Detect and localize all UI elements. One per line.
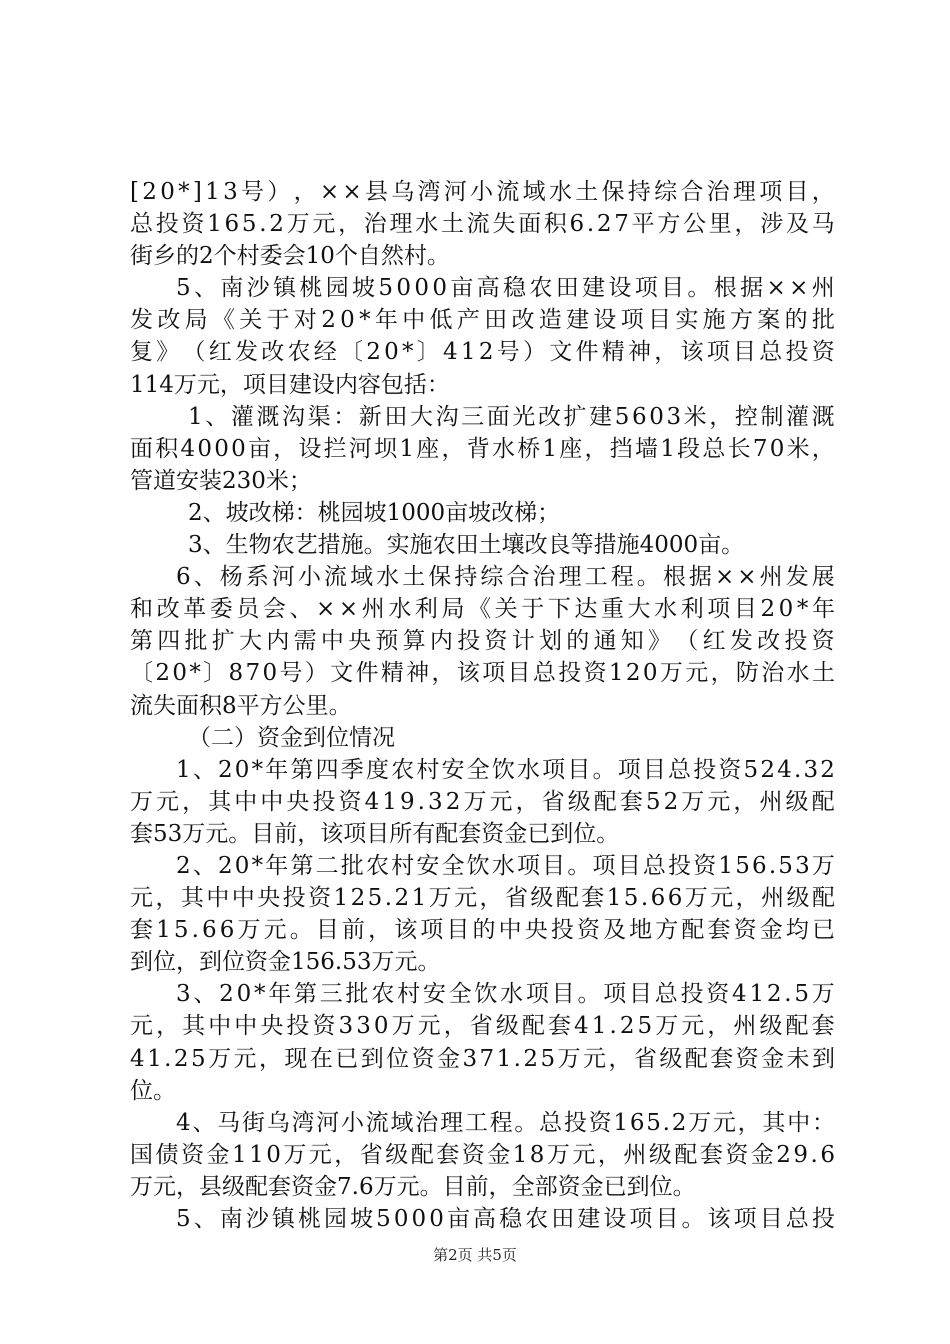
text-line: 元 ， 其 中 中 央 投 资 1 2 5 . 2 1 万 元 ， 省 级 配 套 1 5 . 6 6 万 元 ， 州 级 配 [130,885,835,912]
document-body [130,176,835,1235]
text-line: 总 投 资 1 6 5 . 2 万 元 ， 治 理 水 土 流 失 面 积 6 . 2 7 平 方 公 里 ， 涉 及 马 [130,211,835,238]
text-line: 3 、 2 0 * 年 第 三 批 农 村 安 全 饮 水 项 目 。 项 目 总 投 资 4 1 2 . 5 万 [176,981,835,1008]
text-line: 元 ， 其 中 中 央 投 资 3 3 0 万 元 ， 省 级 配 套 4 1 . 2 5 万 元 ， 州 级 配 套 [130,1013,835,1040]
text-line: 到位，到位资金156.53万元。 [130,949,441,976]
text-line: 面 积 4 0 0 0 亩 ， 设 拦 河 坝 1 座 ， 背 水 桥 1 座 ， 挡 墙 1 段 总 长 7 0 米 ， [130,435,835,462]
text-line: 〔 2 0 * 〕 8 7 0 号 ） 文 件 精 神 ， 该 项 目 总 投 资 1 2 0 万 元 ， 防 治 水 土 [130,660,835,687]
text-line: 114万元，项目建设内容包括： [130,371,450,398]
text-line: 街乡的2个村委会10个自然村。 [130,243,450,270]
text-line: 万元，县级配套资金7.6万元。目前，全部资金已到位。 [130,1173,696,1200]
text-line: （二）资金到位情况 [188,724,395,751]
text-line: 3、生物农艺措施。实施农田土壤改良等措施4000亩。 [188,532,745,559]
text-line: 位。 [130,1077,176,1104]
text-line: 流失面积8平方公里。 [130,692,352,719]
text-line: 复 》 （ 红 发 改 农 经 〔 2 0 * 〕 4 1 2 号 ） 文 件 精 神 ， 该 项 目 总 投 资 [130,339,835,366]
text-line: 第 四 批 扩 大 内 需 中 央 预 算 内 投 资 计 划 的 通 知 》 （ 红 发 改 投 资 [130,628,835,655]
text-line: 2、坡改梯：桃园坡1000亩坡改梯； [188,499,561,526]
text-line: 发 改 局 《 关 于 对 2 0 * 年 中 低 产 田 改 造 建 设 项 目 实 施 方 案 的 批 [130,307,835,334]
text-line: 套 1 5 . 6 6 万 元 。 目 前 ， 该 项 目 的 中 央 投 资 及 地 方 配 套 资 金 均 已 [130,917,835,944]
text-line: 5 、 南 沙 镇 桃 园 坡 5 0 0 0 亩 高 稳 农 田 建 设 项 目 。 该 项 目 总 投 [176,1206,835,1232]
text-line: 套53万元。目前，该项目所有配套资金已到位。 [130,820,620,847]
text-line: 万 元 ， 其 中 中 央 投 资 4 1 9 . 3 2 万 元 ， 省 级 配 套 5 2 万 元 ， 州 级 配 [130,788,835,815]
text-line: 6 、 杨 系 河 小 流 域 水 土 保 持 综 合 治 理 工 程 。 根 据 × × 州 发 展 [176,564,835,591]
text-line: 5 、 南 沙 镇 桃 园 坡 5 0 0 0 亩 高 稳 农 田 建 设 项 目 。 根 据 × × 州 [176,275,835,302]
text-line: 1 、 2 0 * 年 第 四 季 度 农 村 安 全 饮 水 项 目 。 项 目 总 投 资 5 2 4 . 3 2 [176,756,835,783]
text-line: 4 、 马 街 乌 湾 河 小 流 域 治 理 工 程 。 总 投 资 1 6 5 . 2 万 元 ， 其 中 ： [176,1109,835,1136]
text-line: 1 、 灌 溉 沟 渠 ： 新 田 大 沟 三 面 光 改 扩 建 5 6 0 3 米 ， 控 制 灌 溉 [188,403,835,430]
text-line: [ 2 0 * ] 1 3 号 ） ， × × 县 乌 湾 河 小 流 域 水 土 保 持 综 合 治 理 项 目 ， [130,179,835,205]
text-line: 管道安装230米； [130,467,312,494]
text-line: 4 1 . 2 5 万 元 ， 现 在 已 到 位 资 金 3 7 1 . 2 5 万 元 ， 省 级 配 套 资 金 未 到 [130,1045,835,1072]
page-footer: 第2页 共5页 [433,1246,517,1264]
text-line: 和 改 革 委 员 会 、 × × 州 水 利 局 《 关 于 下 达 重 大 水 利 项 目 2 0 * 年 [130,596,835,623]
text-line: 2 、 2 0 * 年 第 二 批 农 村 安 全 饮 水 项 目 。 项 目 总 投 资 1 5 6 . 5 3 万 [176,852,835,879]
text-line: 国 债 资 金 1 1 0 万 元 ， 省 级 配 套 资 金 1 8 万 元 ， 州 级 配 套 资 金 2 9 . 6 [130,1141,835,1168]
